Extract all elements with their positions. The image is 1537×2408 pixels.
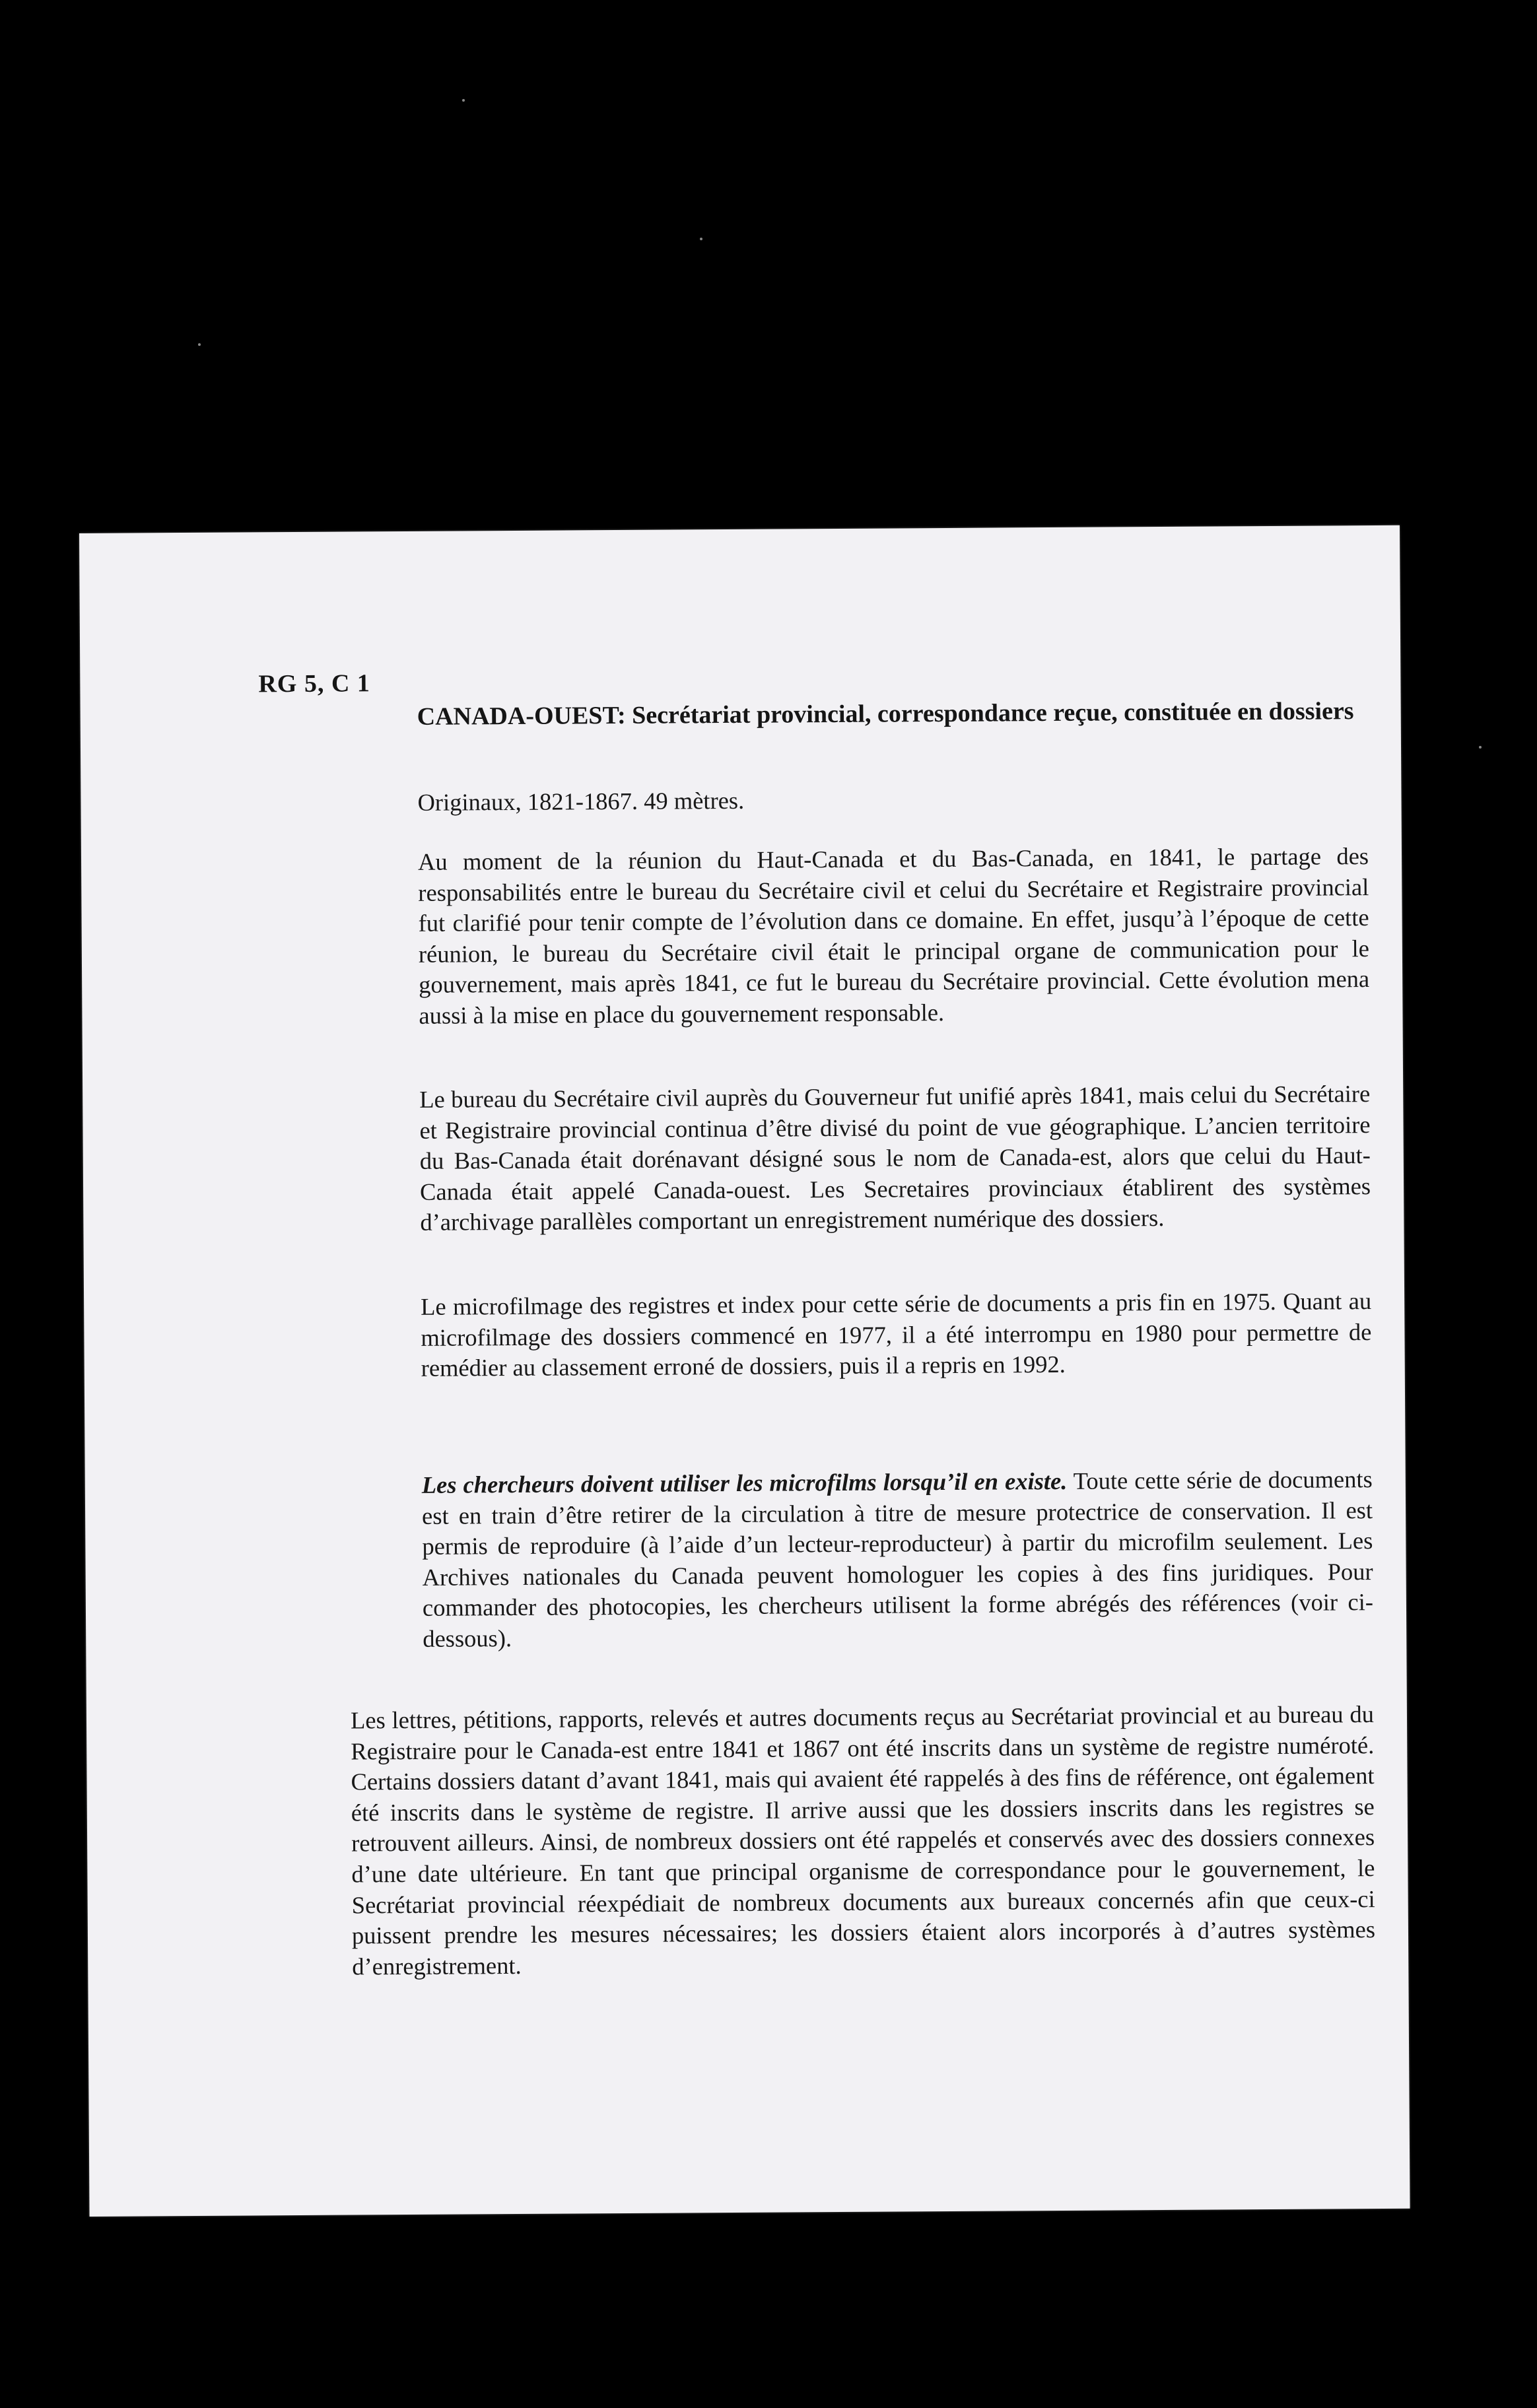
film-speck [462, 99, 465, 102]
document-title: CANADA-OUEST: Secrétariat provincial, correspondance reçue, constituée en dossiers [417, 697, 1354, 731]
record-group-reference: RG 5, C 1 [258, 669, 370, 698]
microfilm-emphasis: Les chercheurs doivent utiliser les microfilms lorsqu’il en existe. [421, 1467, 1068, 1498]
film-speck [1479, 746, 1482, 749]
paragraph-microfilming: Le microfilmage des registres et index pour cette série de documents a pris fin en 1975. Quant au microfilmage des dossiers commencé en 1977, il a été interrompu en 1980 pour permettre de remédier au classement erroné de dossiers, puis il a repris en 1992. [421, 1287, 1372, 1382]
film-speck [700, 238, 702, 240]
microfilm-note-text: Toute cette série de documents est en train d’être retirer de la circulation à titre de mesure protectrice de conservation. Il est permis de reproduire (à l’aide d’un lecteur-reproducteur) à partir du microfilm seulement. Les Archives nationales du Canada peuvent homologuer les copies à des fins juridiques. Pour commander des photocopies, les chercheurs utilisent la forme abrégés des références (voir ci-dessous). [421, 1465, 1374, 1652]
document-page [79, 525, 1410, 2217]
paragraph-registry-system: Les lettres, pétitions, rapports, relevés et autres documents reçus au Secrétariat provincial et au bureau du Registraire pour le Canada-est entre 1841 et 1867 ont été inscrits dans un système de registre numéroté. Certains dossiers datant d’avant 1841, mais qui avaient été rappelés à des fins de référence, ont également été inscrits dans le système de registre. Il arrive aussi que les dossiers inscrits dans les registres se retrouvent ailleurs. Ainsi, de nombreux dossiers ont été rappelés et conservés avec des dossiers connexes d’une date ultérieure. En tant que principal organisme de correspondance pour le gouvernement, le Secrétariat provincial réexpédiait de nombreux documents aux bureaux concernés afin que ceux-ci puissent prendre les mesures nécessaires; les dossiers étaient alors incorporés à d’autres systèmes d’enregistrement. [350, 1700, 1376, 1980]
film-speck [198, 343, 201, 346]
paragraph-union-history: Au moment de la réunion du Haut-Canada et du Bas-Canada, en 1841, le partage des responsabilités entre le bureau du Secrétaire civil et celui du Secrétaire et Registraire provincial fut clarifié pour tenir compte de l’évolution dans ce domaine. En effet, jusqu’à l’époque de cette réunion, le bureau du Secrétaire civil était le principal organe de communication pour le gouvernement, mais après 1841, ce fut le bureau du Secrétaire provincial. Cette évolution mena aussi à la mise en place du gouvernement responsable. [417, 842, 1370, 1029]
paragraph-secretary-offices: Le bureau du Secrétaire civil auprès du Gouverneur fut unifié après 1841, mais celui du Secrétaire et Registraire provincial continua d’être divisé du point de vue géographique. L’ancien territoire du Bas-Canada était dorénavant désigné sous le nom de Canada-est, alors que celui du Haut-Canada était appelé Canada-ouest. Les Secretaires provinciaux établirent des systèmes d’archivage parallèles comportant un enregistrement numérique des dossiers. [419, 1080, 1371, 1236]
extent-line: Originaux, 1821-1867. 49 mètres. [417, 786, 745, 816]
paragraph-microfilm-use [422, 1464, 1374, 1654]
